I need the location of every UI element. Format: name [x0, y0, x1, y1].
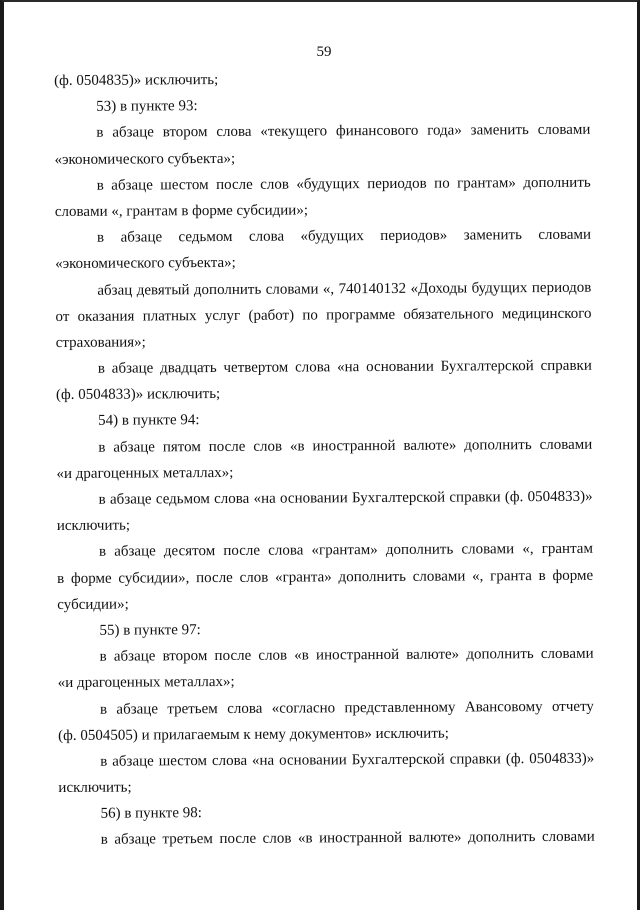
text-line: в абзаце шестом после слов «будущих периодов по грантам» дополнить [96, 174, 591, 194]
text-line: 55) в пункте 97: [99, 622, 201, 639]
text-line: в абзаце шестом слова «на основании Бухгалтерской справки (ф. 0504833)» [100, 750, 595, 770]
text-line: в абзаце двадцать четвертом слова «на основании Бухгалтерской справки [97, 357, 592, 377]
text-line: абзац девятый дополнить словами «, 740140132 «Доходы будущих периодов [97, 279, 592, 299]
text-line: исключить; [56, 517, 131, 535]
text-line: в абзаце седьмом слова «на основании Бухгалтерской справки (ф. 0504833)» [98, 488, 593, 508]
text-line: (ф. 0504505) и прилагаемым к нему документов» исключить; [58, 725, 449, 744]
text-line: от оказания платных услуг (работ) по программе обязательного медицинского [55, 305, 592, 325]
text-line: 56) в пункте 98: [100, 805, 202, 822]
text-line: в абзаце втором слова «текущего финансового года» заменить словами [96, 122, 591, 142]
text-line: в абзаце третьем слова «согласно представленному Авансовому отчету [99, 698, 594, 718]
text-line: «экономического субъекта»; [55, 255, 236, 273]
text-line: 54) в пункте 94: [98, 412, 200, 430]
text-line: субсидии»; [57, 596, 129, 613]
text-line: в абзаце седьмом слова «будущих периодов» заменить словами [96, 226, 592, 246]
text-line: исключить; [58, 779, 132, 797]
document-body [54, 65, 595, 854]
text-line: (ф. 0504833)» исключить; [55, 386, 221, 404]
text-line: «экономического субъекта»; [54, 150, 236, 168]
text-line: словами «, грантам в форме субсидии»; [54, 202, 309, 220]
text-line: в абзаце втором после слов «в иностранной валюте» дополнить словами [99, 645, 594, 665]
text-line: в абзаце пятом после слов «в иностранной валюте» дополнить словами [98, 436, 593, 456]
text-line: страхования»; [55, 334, 146, 351]
text-line: в абзаце третьем после слов «в иностранной валюте» дополнить словами [100, 829, 595, 849]
text-line: «и драгоценных металлах»; [56, 464, 234, 482]
text-line: «и драгоценных металлах»; [57, 674, 235, 692]
text-line: 53) в пункте 93: [96, 98, 198, 115]
page-number: 59 [316, 44, 332, 60]
text-line: в абзаце десятом после слова «грантам» дополнить словами «, грантам [98, 541, 593, 561]
text-line: (ф. 0504835)» исключить; [54, 71, 219, 89]
text-line: в форме субсидии», после слов «гранта» дополнить словами «, гранта в форме [57, 567, 594, 587]
